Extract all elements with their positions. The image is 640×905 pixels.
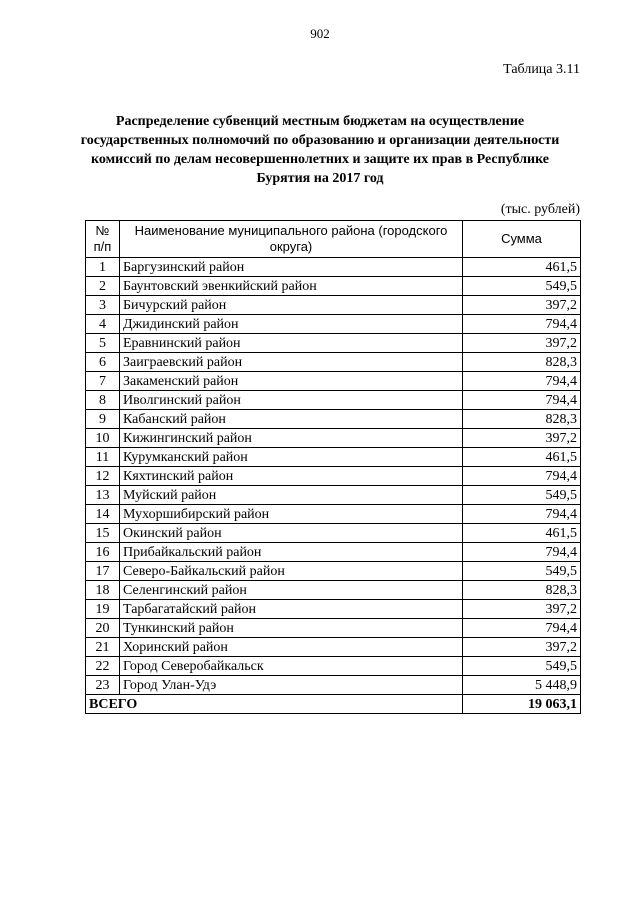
row-district-name: Прибайкальский район [120,543,463,562]
row-sum: 549,5 [463,562,581,581]
row-number: 23 [86,676,120,695]
row-district-name: Еравнинский район [120,334,463,353]
table-row [86,562,581,581]
row-number: 20 [86,619,120,638]
row-sum: 549,5 [463,486,581,505]
page-number: 902 [310,26,330,41]
row-district-name: Мухоршибирский район [120,505,463,524]
row-number: 6 [86,353,120,372]
row-district-name: Хоринский район [120,638,463,657]
row-district-name: Кяхтинский район [120,467,463,486]
row-district-name: Баунтовский эвенкийский район [120,277,463,296]
row-number: 9 [86,410,120,429]
row-number: 19 [86,600,120,619]
row-number: 2 [86,277,120,296]
subvention-table [85,220,581,714]
row-sum: 794,4 [463,391,581,410]
total-row [86,695,581,714]
row-number: 3 [86,296,120,315]
header-sum: Сумма [463,221,581,258]
table-row [86,277,581,296]
row-district-name: Кижингинский район [120,429,463,448]
units-label: (тыс. рублей) [500,202,580,217]
table-row [86,467,581,486]
table-row [86,448,581,467]
row-district-name: Тарбагатайский район [120,600,463,619]
row-sum: 794,4 [463,467,581,486]
table-row [86,334,581,353]
table-row [86,657,581,676]
row-sum: 549,5 [463,277,581,296]
row-number: 7 [86,372,120,391]
row-sum: 397,2 [463,429,581,448]
row-sum: 397,2 [463,638,581,657]
row-number: 11 [86,448,120,467]
table-row [86,410,581,429]
row-number: 1 [86,258,120,277]
row-district-name: Баргузинский район [120,258,463,277]
document-title: Распределение субвенций местным бюджетам на осуществление государственных полномочий по образованию и организации деятельности комиссий по делам несовершеннолетних и защите их прав в Республике Бурятия на 2017 год [80,114,560,186]
row-number: 8 [86,391,120,410]
row-number: 18 [86,581,120,600]
total-label: ВСЕГО [86,695,463,714]
row-sum: 397,2 [463,334,581,353]
row-sum: 794,4 [463,315,581,334]
row-district-name: Город Улан-Удэ [120,676,463,695]
row-number: 16 [86,543,120,562]
row-sum: 461,5 [463,258,581,277]
row-number: 10 [86,429,120,448]
row-sum: 828,3 [463,410,581,429]
row-district-name: Джидинский район [120,315,463,334]
row-number: 14 [86,505,120,524]
row-sum: 794,4 [463,372,581,391]
table-row [86,353,581,372]
table-row [86,600,581,619]
row-sum: 828,3 [463,581,581,600]
row-district-name: Закаменский район [120,372,463,391]
row-number: 13 [86,486,120,505]
row-sum: 397,2 [463,296,581,315]
row-number: 22 [86,657,120,676]
row-district-name: Селенгинский район [120,581,463,600]
table-row [86,638,581,657]
row-district-name: Курумканский район [120,448,463,467]
header-district-name: Наименование муниципального района (городского округа) [120,221,463,258]
row-district-name: Город Северобайкальск [120,657,463,676]
row-district-name: Заиграевский район [120,353,463,372]
table-row [86,296,581,315]
row-district-name: Северо-Байкальский район [120,562,463,581]
row-district-name: Муйский район [120,486,463,505]
table-row [86,505,581,524]
row-sum: 461,5 [463,448,581,467]
row-number: 15 [86,524,120,543]
row-sum: 828,3 [463,353,581,372]
row-district-name: Иволгинский район [120,391,463,410]
row-number: 12 [86,467,120,486]
header-number: № п/п [86,221,120,258]
row-number: 17 [86,562,120,581]
table-row [86,676,581,695]
table-row [86,429,581,448]
table-row [86,315,581,334]
table-header-row [86,221,581,258]
row-sum: 549,5 [463,657,581,676]
row-sum: 397,2 [463,600,581,619]
row-district-name: Тункинский район [120,619,463,638]
total-sum: 19 063,1 [463,695,581,714]
row-number: 4 [86,315,120,334]
row-sum: 461,5 [463,524,581,543]
table-row [86,486,581,505]
row-district-name: Окинский район [120,524,463,543]
row-district-name: Бичурский район [120,296,463,315]
table-row [86,543,581,562]
row-sum: 794,4 [463,619,581,638]
table-row [86,581,581,600]
table-label: Таблица 3.11 [503,62,580,77]
table-row [86,258,581,277]
row-number: 5 [86,334,120,353]
row-sum: 5 448,9 [463,676,581,695]
table-body [86,258,581,695]
table-row [86,391,581,410]
table-row [86,372,581,391]
row-sum: 794,4 [463,543,581,562]
table-row [86,619,581,638]
table-row [86,524,581,543]
row-district-name: Кабанский район [120,410,463,429]
row-sum: 794,4 [463,505,581,524]
row-number: 21 [86,638,120,657]
